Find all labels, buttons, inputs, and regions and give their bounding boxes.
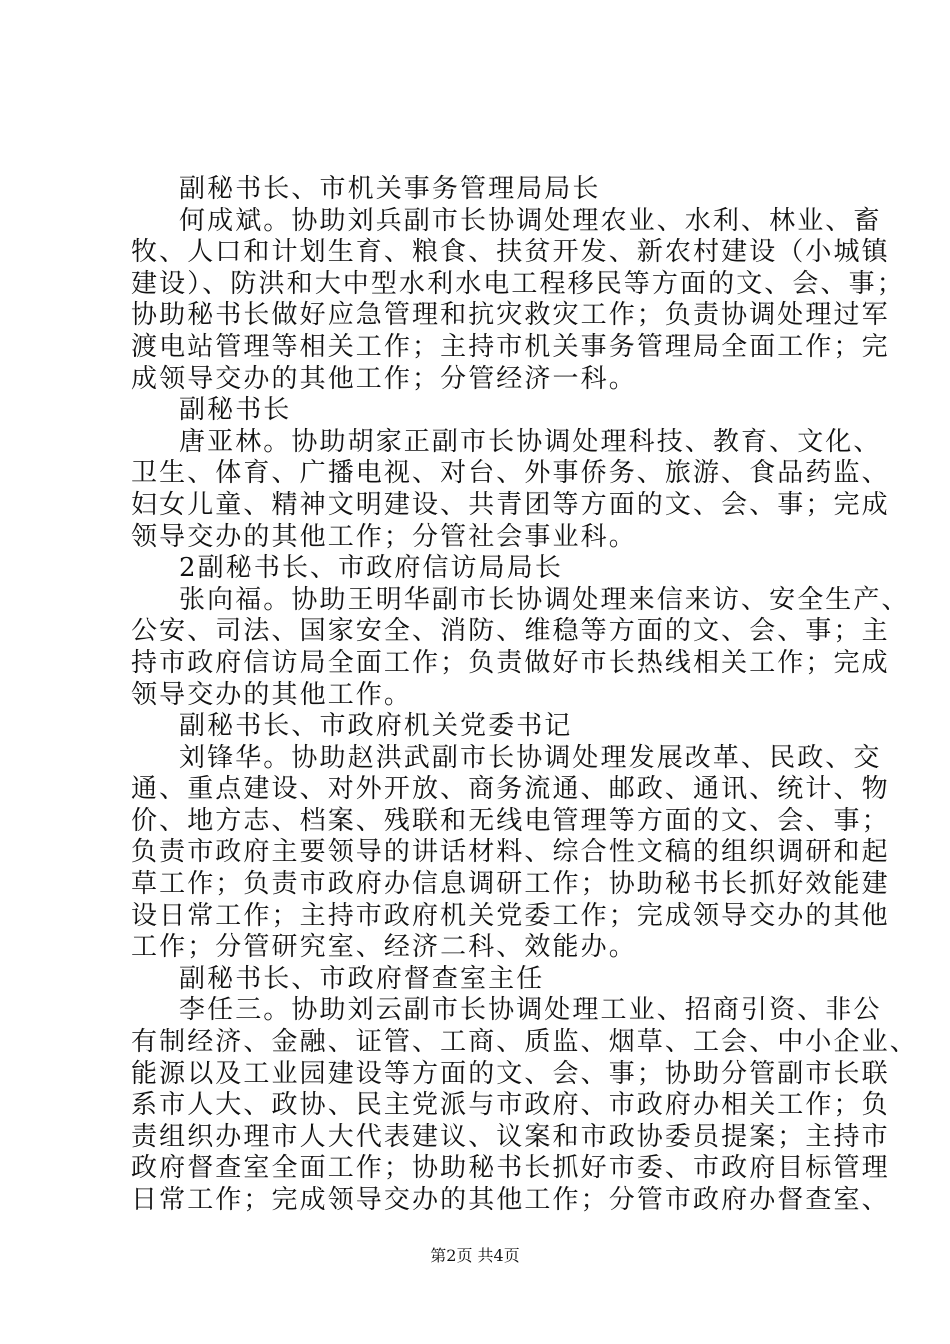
text-line: 卫生、体育、广播电视、对台、外事侨务、旅游、食品药监、 <box>131 458 890 489</box>
text-line: 李任三。协助刘云副市长协调处理工业、招商引资、非公 <box>179 995 882 1026</box>
text-line: 政府督查室全面工作；协助秘书长抓好市委、市政府目标管理 <box>131 1153 890 1184</box>
text-line: 协助秘书长做好应急管理和抗灾救灾工作；负责协调处理过军 <box>131 300 890 331</box>
text-line: 2副秘书长、市政府信访局局长 <box>179 553 563 584</box>
text-line: 草工作；负责市政府办信息调研工作；协助秘书长抓好效能建 <box>131 869 890 900</box>
text-line: 张向福。协助王明华副市长协调处理来信来访、安全生产、 <box>179 584 910 615</box>
text-line: 唐亚林。协助胡家正副市长协调处理科技、教育、文化、 <box>179 426 882 457</box>
text-line: 成领导交办的其他工作；分管经济一科。 <box>131 363 637 394</box>
text-line: 牧、人口和计划生育、粮食、扶贫开发、新农村建设（小城镇 <box>131 237 890 268</box>
text-line: 能源以及工业园建设等方面的文、会、事；协助分管副市长联 <box>131 1058 890 1089</box>
text-line: 负责市政府主要领导的讲话材料、综合性文稿的组织调研和起 <box>131 837 890 868</box>
document-body <box>131 174 918 1217</box>
text-line: 建设）、防洪和大中型水利水电工程移民等方面的文、会、事； <box>131 268 905 299</box>
text-line: 价、地方志、档案、残联和无线电管理等方面的文、会、事； <box>131 805 890 836</box>
text-line: 刘锋华。协助赵洪武副市长协调处理发展改革、民政、交 <box>179 742 882 773</box>
text-line: 何成斌。协助刘兵副市长协调处理农业、水利、林业、畜 <box>179 205 882 236</box>
text-line: 责组织办理市人大代表建议、议案和市政协委员提案；主持市 <box>131 1121 890 1152</box>
text-line: 日常工作；完成领导交办的其他工作；分管市政府办督查室、 <box>131 1185 890 1215</box>
text-line: 妇女儿童、精神文明建设、共青团等方面的文、会、事；完成 <box>131 489 890 520</box>
text-line: 设日常工作；主持市政府机关党委工作；完成领导交办的其他 <box>131 900 890 931</box>
text-line: 持市政府信访局全面工作；负责做好市长热线相关工作；完成 <box>131 647 890 678</box>
text-line: 领导交办的其他工作；分管社会事业科。 <box>131 521 637 552</box>
text-line: 公安、司法、国家安全、消防、维稳等方面的文、会、事；主 <box>131 616 890 647</box>
text-line: 有制经济、金融、证管、工商、质监、烟草、工会、中小企业、 <box>131 1027 918 1058</box>
text-line: 通、重点建设、对外开放、商务流通、邮政、通讯、统计、物 <box>131 774 890 805</box>
text-line: 工作；分管研究室、经济二科、效能办。 <box>131 932 637 963</box>
text-line: 副秘书长、市机关事务管理局局长 <box>179 174 601 204</box>
page-footer: 第2页 共4页 <box>430 1246 520 1265</box>
text-line: 系市人大、政协、民主党派与市政府、市政府办相关工作；负 <box>131 1090 890 1121</box>
text-line: 领导交办的其他工作。 <box>131 679 413 710</box>
text-line: 副秘书长 <box>179 395 292 426</box>
text-line: 副秘书长、市政府机关党委书记 <box>179 711 573 742</box>
text-line: 副秘书长、市政府督查室主任 <box>179 963 545 994</box>
text-line: 渡电站管理等相关工作；主持市机关事务管理局全面工作；完 <box>131 331 890 362</box>
